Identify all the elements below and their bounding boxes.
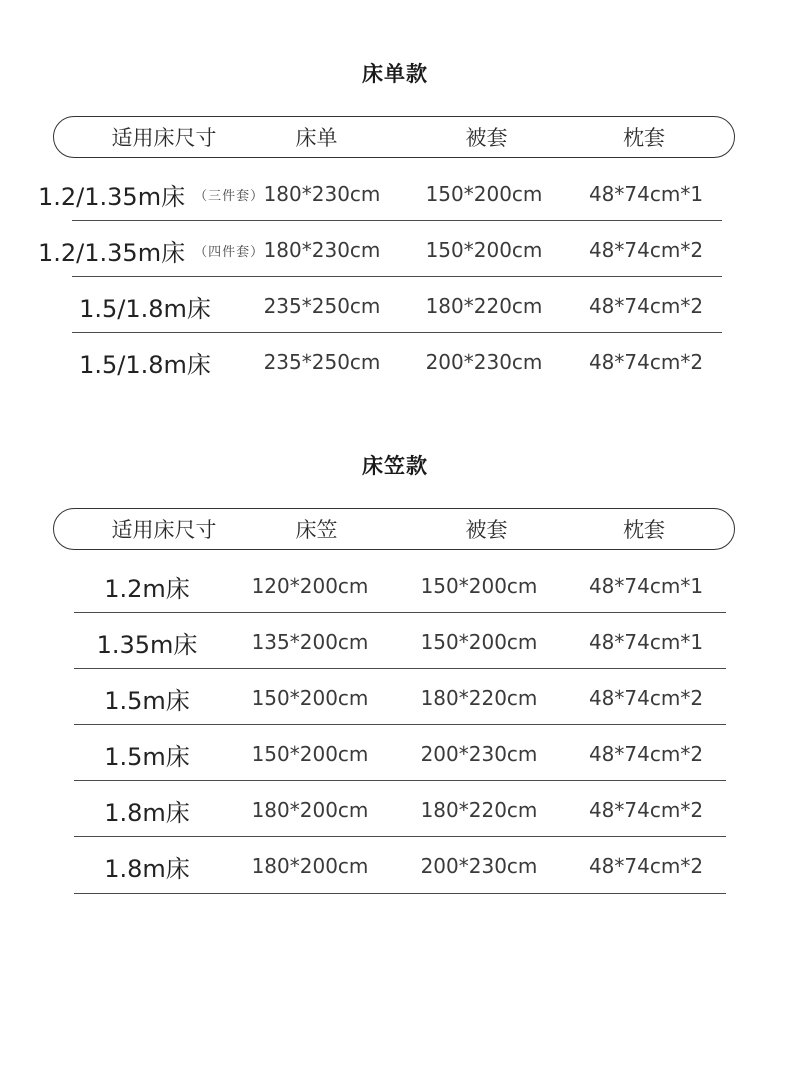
duvet-cover-size: 150*200cm xyxy=(420,574,538,598)
duvet-cover-size: 200*230cm xyxy=(425,350,543,374)
table-row xyxy=(0,670,790,726)
header-flat-sheet: 床单 xyxy=(295,126,338,150)
table-row xyxy=(0,222,790,278)
row-divider xyxy=(72,276,722,277)
sheet-section-title: 床单款 xyxy=(362,62,428,86)
row-divider xyxy=(74,724,726,725)
bed-size-label: 1.2/1.35m床 xyxy=(38,238,186,267)
table-row xyxy=(0,838,790,894)
pillowcase-size: 48*74cm*2 xyxy=(588,854,704,878)
row-divider xyxy=(72,332,722,333)
header-pillowcase: 枕套 xyxy=(623,518,665,542)
duvet-cover-size: 180*220cm xyxy=(420,798,538,822)
row-divider xyxy=(74,893,726,894)
flat-sheet-size: 180*230cm xyxy=(263,238,381,262)
header-bed-size: 适用床尺寸 xyxy=(111,518,217,542)
bed-size-cell xyxy=(38,166,265,222)
pillowcase-size: 48*74cm*2 xyxy=(588,686,704,710)
pillowcase-size: 48*74cm*2 xyxy=(588,238,704,262)
fitted-sheet-size: 150*200cm xyxy=(251,686,369,710)
fitted-sheet-size: 180*200cm xyxy=(251,854,369,878)
pillowcase-size: 48*74cm*2 xyxy=(588,798,704,822)
sheet-header-row xyxy=(53,116,735,158)
table-row xyxy=(0,278,790,334)
table-row xyxy=(0,614,790,670)
set-type-note: （三件套） xyxy=(194,188,265,204)
bed-size-cell: 1.5/1.8m床 xyxy=(79,350,211,379)
bed-size-cell: 1.5/1.8m床 xyxy=(79,294,211,323)
flat-sheet-size: 235*250cm xyxy=(263,350,381,374)
set-type-note: （四件套） xyxy=(194,244,265,260)
pillowcase-size: 48*74cm*1 xyxy=(588,630,704,654)
duvet-cover-size: 150*200cm xyxy=(425,238,543,262)
row-divider xyxy=(72,220,722,221)
table-row xyxy=(0,726,790,782)
table-row xyxy=(0,334,790,390)
duvet-cover-size: 200*230cm xyxy=(420,854,538,878)
fitted-sheet-size: 120*200cm xyxy=(251,574,369,598)
header-duvet-cover: 被套 xyxy=(465,126,508,150)
duvet-cover-size: 150*200cm xyxy=(425,182,543,206)
header-fitted-sheet: 床笠 xyxy=(295,518,338,542)
fitted-sheet-size: 180*200cm xyxy=(251,798,369,822)
fitted-header-row xyxy=(53,508,735,550)
header-pillowcase: 枕套 xyxy=(623,126,665,150)
fitted-section-title: 床笠款 xyxy=(362,454,428,478)
pillowcase-size: 48*74cm*1 xyxy=(588,574,704,598)
table-row xyxy=(0,166,790,222)
bed-size-cell: 1.8m床 xyxy=(104,798,190,827)
pillowcase-size: 48*74cm*2 xyxy=(588,294,704,318)
row-divider xyxy=(74,668,726,669)
bed-size-cell: 1.5m床 xyxy=(104,742,190,771)
flat-sheet-size: 235*250cm xyxy=(263,294,381,318)
duvet-cover-size: 200*230cm xyxy=(420,742,538,766)
pillowcase-size: 48*74cm*1 xyxy=(588,182,704,206)
row-divider xyxy=(74,612,726,613)
bed-size-label: 1.2/1.35m床 xyxy=(38,182,186,211)
duvet-cover-size: 180*220cm xyxy=(425,294,543,318)
row-divider xyxy=(74,780,726,781)
bed-size-cell: 1.35m床 xyxy=(96,630,198,659)
pillowcase-size: 48*74cm*2 xyxy=(588,742,704,766)
bed-size-cell: 1.2m床 xyxy=(104,574,190,603)
table-row xyxy=(0,558,790,614)
duvet-cover-size: 180*220cm xyxy=(420,686,538,710)
flat-sheet-size: 180*230cm xyxy=(263,182,381,206)
fitted-sheet-size: 135*200cm xyxy=(251,630,369,654)
fitted-sheet-size: 150*200cm xyxy=(251,742,369,766)
table-row xyxy=(0,782,790,838)
bed-size-cell: 1.8m床 xyxy=(104,854,190,883)
pillowcase-size: 48*74cm*2 xyxy=(588,350,704,374)
duvet-cover-size: 150*200cm xyxy=(420,630,538,654)
bed-size-cell: 1.5m床 xyxy=(104,686,190,715)
header-bed-size: 适用床尺寸 xyxy=(111,126,217,150)
header-duvet-cover: 被套 xyxy=(465,518,508,542)
row-divider xyxy=(74,836,726,837)
bed-size-cell xyxy=(38,222,265,278)
